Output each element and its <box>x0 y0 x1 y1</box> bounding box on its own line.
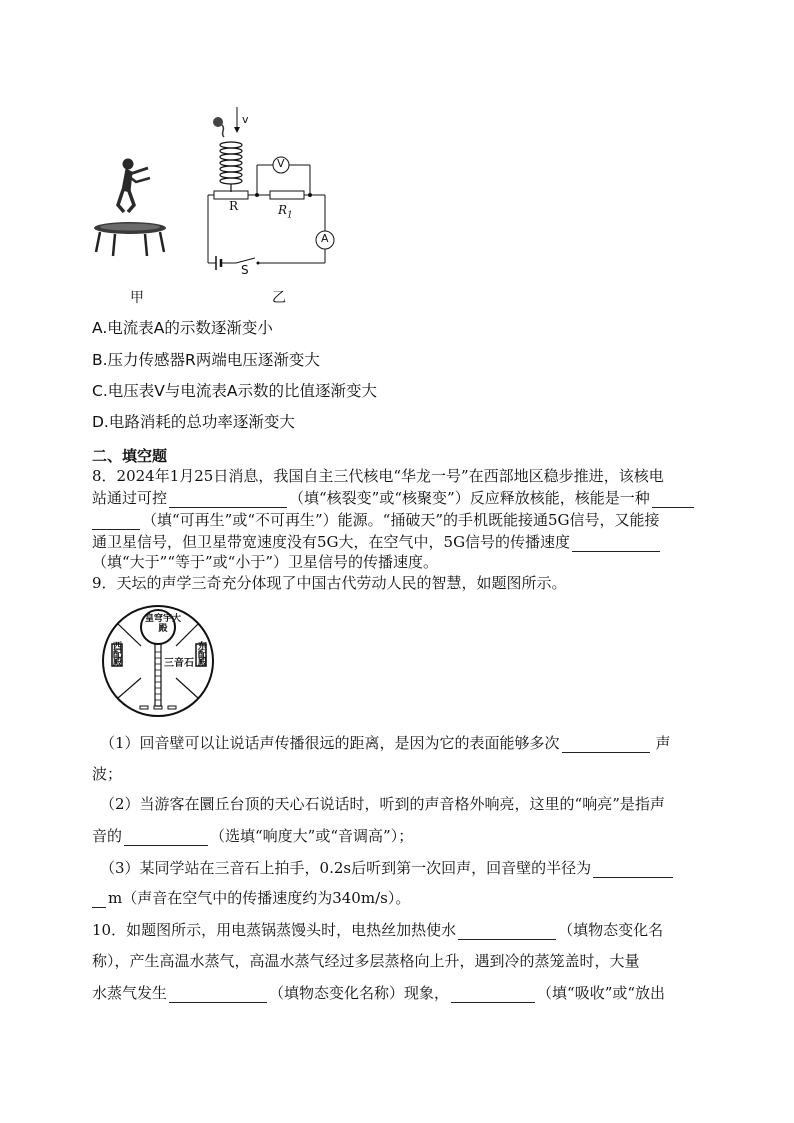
voltmeter-label: V <box>277 157 285 170</box>
section-heading: 二、填空题 <box>92 447 168 465</box>
switch-label: S <box>241 263 249 277</box>
q8-blank-1 <box>169 491 287 508</box>
q9-blank-3a <box>593 861 673 878</box>
tiantan-right-label: 东配殿 <box>198 642 208 668</box>
ammeter-label: A <box>321 232 329 245</box>
q10-blank-1 <box>458 923 556 940</box>
trampoline-figure <box>90 150 180 275</box>
q8-line-5: （填“大于”“等于”或“小于”）卫星信号的传播速度。 <box>92 553 439 571</box>
q10-text: （填物态变化名称）现象， <box>269 984 450 1002</box>
q9-part3-line2 <box>92 888 410 908</box>
q9-text: （1）回音壁可以让说话声传播很远的距离，是因为它的表面能够多次 <box>100 734 560 752</box>
resistor-R1-letter: R <box>278 203 288 217</box>
q10-blank-3 <box>451 986 535 1003</box>
q9-blank-2 <box>124 829 208 846</box>
resistor-R-label: R <box>229 199 239 213</box>
q8-blank-2b <box>92 513 140 530</box>
q9-part2-line1: （2）当游客在圜丘台顶的天心石说话时，听到的声音格外响亮，这里的“响亮”是指声 <box>100 795 665 813</box>
q10-text: 10．如题图所示，用电蒸锅蒸馒头时，电热丝加热使水 <box>92 921 457 939</box>
q9-blank-1 <box>562 736 650 753</box>
q8-line-2 <box>92 488 696 508</box>
velocity-label: v <box>242 113 249 126</box>
q8-text: 通卫星信号，但卫星带宽速度没有5G大，在空气中，5G信号的传播速度 <box>92 533 571 551</box>
q8-blank-2a <box>652 491 694 508</box>
q10-text: 水蒸气发生 <box>92 984 168 1002</box>
q8-text: （填“可再生”或“不可再生”）能源。“捅破天”的手机既能接通5G信号，又能接 <box>142 511 660 529</box>
option-c: C.电压表V与电流表A示数的比值逐渐变大 <box>92 382 377 400</box>
q8-text: （填“核裂变”或“核聚变”）反应释放核能，核能是一种 <box>289 489 650 507</box>
q8-line-3 <box>92 510 660 530</box>
q8-blank-3 <box>572 535 660 552</box>
q9-part1-line2: 波； <box>92 765 123 783</box>
q9-stem: 9．天坛的声学三奇充分体现了中国古代劳动人民的智慧，如题图所示。 <box>92 574 567 592</box>
q8-line-1: 8．2024年1月25日消息，我国自主三代核电“华龙一号”在西部地区稳步推进，该核电 <box>92 467 664 485</box>
q9-part3-line1 <box>100 858 675 878</box>
tiantan-left-label: 西配殿 <box>113 642 123 668</box>
q10-line-2: 称），产生高温水蒸气，高温水蒸气经过多层蒸格向上升，遇到冷的蒸笼盖时，大量 <box>92 952 640 970</box>
q10-text: （填“吸收”或“放出 <box>537 984 666 1002</box>
q9-blank-3b <box>92 891 106 908</box>
resistor-R1-label <box>278 203 293 220</box>
q10-blank-2 <box>169 986 267 1003</box>
q8-text: 站通过可控 <box>92 489 168 507</box>
circuit-diagram <box>200 105 340 280</box>
q9-text: （3）某同学站在三音石上拍手，0.2s后听到第一次回声，回音壁的半径为 <box>100 859 592 877</box>
q9-text: 音的 <box>92 827 123 845</box>
q9-text: m（声音在空气中的传播速度约为340m/s）。 <box>108 889 411 907</box>
q10-line-1 <box>92 920 663 940</box>
tiantan-center-label: 三音石 <box>164 658 194 669</box>
resistor-R1-subscript: 1 <box>287 210 293 221</box>
figure-label-yi: 乙 <box>272 290 286 306</box>
q8-line-4 <box>92 532 662 552</box>
q10-text: （填物态变化名 <box>558 921 664 939</box>
q9-text: （选填“响度大”或“音调高”）； <box>210 827 414 845</box>
q9-part1-line1 <box>100 733 671 753</box>
option-b: B.压力传感器R两端电压逐渐变大 <box>92 351 320 369</box>
q9-part2-line2 <box>92 826 413 846</box>
tiantan-top-label: 皇穹宇大殿 <box>145 614 182 634</box>
q10-line-3 <box>92 983 665 1003</box>
option-a: A.电流表A的示数逐渐变小 <box>92 319 273 337</box>
figure-label-jia: 甲 <box>130 290 144 306</box>
option-d: D.电路消耗的总功率逐渐变大 <box>92 413 295 431</box>
q9-text: 声 <box>655 734 671 752</box>
